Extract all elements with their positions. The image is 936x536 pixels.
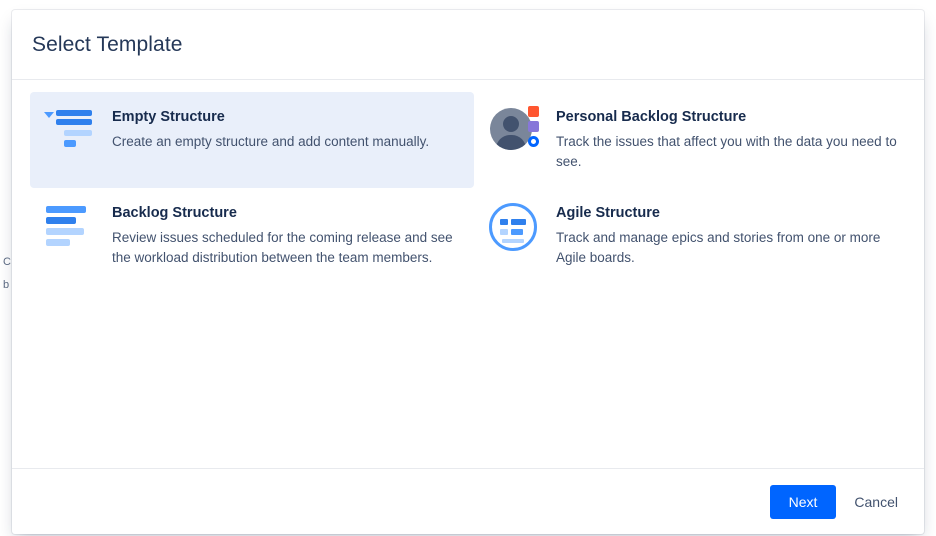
select-template-dialog	[12, 10, 924, 534]
agile-structure-icon	[488, 202, 550, 260]
template-title: Backlog Structure	[112, 205, 237, 221]
template-card-text	[112, 202, 460, 268]
template-description: Create an empty structure and add content manually.	[112, 134, 430, 149]
template-title: Empty Structure	[112, 109, 225, 125]
dialog-body	[12, 80, 924, 468]
cancel-button[interactable]: Cancel	[850, 485, 902, 519]
template-title: Personal Backlog Structure	[556, 109, 747, 125]
template-description: Track and manage epics and stories from one or more Agile boards.	[556, 230, 881, 265]
template-description: Track the issues that affect you with the data you need to see.	[556, 134, 897, 169]
template-title: Agile Structure	[556, 205, 660, 221]
template-card-text	[556, 106, 904, 172]
background-text-line-2: b	[3, 279, 10, 291]
template-card-personal-backlog-structure[interactable]	[474, 92, 918, 188]
template-card-text	[556, 202, 904, 268]
dialog-header	[12, 10, 924, 80]
empty-structure-icon	[44, 106, 106, 164]
personal-backlog-icon	[488, 106, 550, 164]
next-button[interactable]: Next	[770, 485, 837, 519]
template-card-empty-structure[interactable]	[30, 92, 474, 188]
template-card-text	[112, 106, 460, 152]
template-card-backlog-structure[interactable]	[30, 188, 474, 284]
background-text-line-1: C	[3, 256, 11, 268]
template-grid	[30, 92, 906, 284]
page-title: Select Template	[32, 32, 183, 56]
template-description: Review issues scheduled for the coming release and see the workload distribution between the team members.	[112, 230, 453, 265]
dialog-footer	[12, 468, 924, 534]
backlog-structure-icon	[44, 202, 106, 260]
template-card-agile-structure[interactable]	[474, 188, 918, 284]
